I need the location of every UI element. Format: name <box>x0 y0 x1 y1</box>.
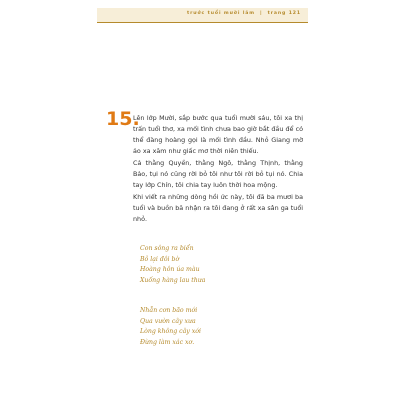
paragraph-2: Cả thằng Quyền, thằng Ngô, thằng Thịnh, thằng Bảo, tụi nó cũng rời bỏ tôi như tôi rời bỏ tụi nó. Chia tay lớp Chín, tôi chia tay luôn thời hoa mộng. <box>133 158 303 190</box>
paragraph-3: Khi viết ra những dòng hồi ức này, tôi đã ba mươi ba tuổi và buồn bã nhận ra tôi đang ở rất xa sân ga tuổi nhỏ. <box>133 192 303 224</box>
poem-line: Hoàng hôn úa màu <box>140 266 200 274</box>
poem-line: Qua vườn cây xưa <box>140 317 196 325</box>
poem-line: Lòng không cây xới <box>140 328 201 336</box>
header-separator: | <box>260 11 263 16</box>
paragraph-1: Lên lớp Mười, sắp bước qua tuổi mười sáu, tôi xa thị trấn tuổi thơ, xa mối tình chưa bao giờ bắt đầu để có thể đàng hoàng gọi là mối tình đầu. Nhỏ Giang mờ ảo xa xăm như giấc mơ thời niên thiếu. <box>133 114 303 156</box>
poem-line: Con sông ra biển <box>140 245 194 252</box>
header-book-title: trước tuổi mười lăm <box>187 11 255 16</box>
poem-line: Nhẫn cơn bão mới <box>140 307 198 314</box>
chapter-body <box>133 113 303 225</box>
poem-stanza-2 <box>140 306 290 349</box>
running-header <box>97 11 301 16</box>
poem-stanza-1 <box>140 244 290 287</box>
poem-line: Bỏ lại đôi bờ <box>140 255 180 263</box>
header-page-label: trang 121 <box>267 11 301 16</box>
poem-line: Xuống hàng lau thưa <box>140 277 206 285</box>
poem-line: Đừng làm xác xơ. <box>140 339 195 347</box>
chapter-number: 15. <box>106 108 140 130</box>
